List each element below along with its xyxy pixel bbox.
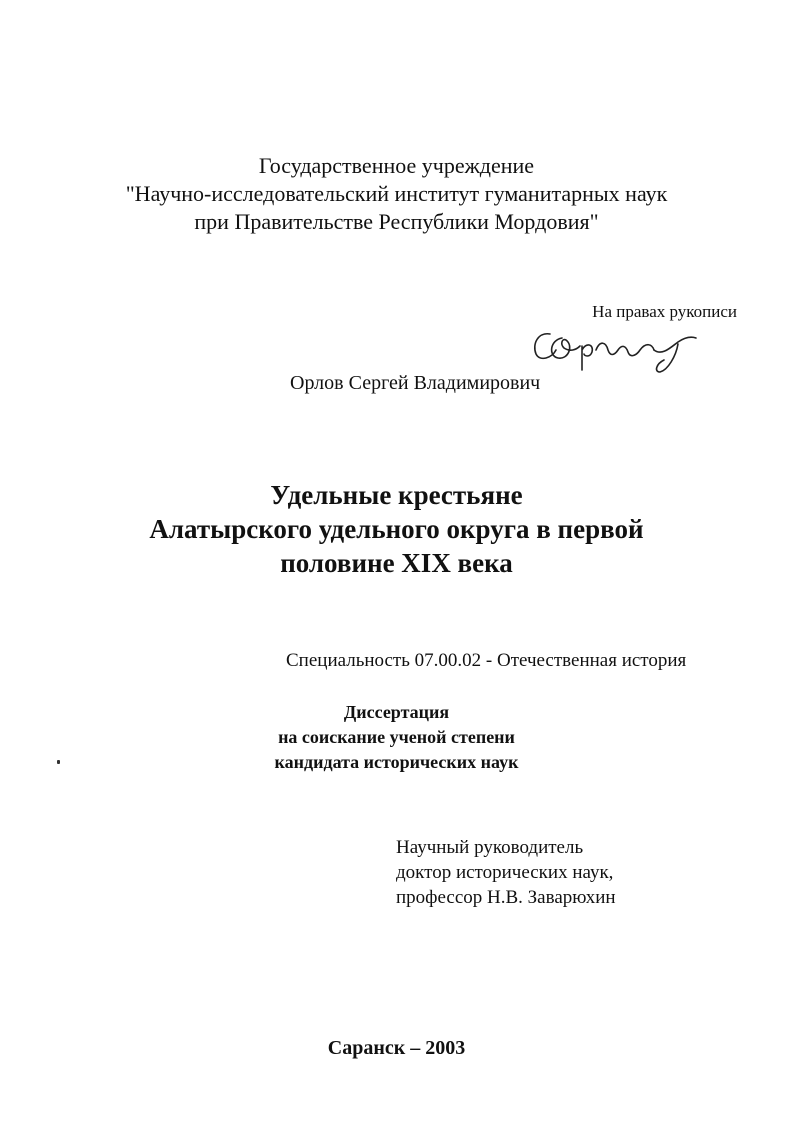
institution-line-3: при Правительстве Республики Мордовия" (194, 209, 599, 234)
institution-line-1: Государственное учреждение (258, 153, 535, 178)
handwritten-signature (528, 326, 708, 378)
city-year: Саранск – 2003 (327, 1037, 466, 1059)
manuscript-rights-note: На правах рукописи (592, 302, 737, 321)
institution-block (0, 152, 793, 236)
author-name: Орлов Сергей Владимирович (290, 372, 541, 394)
title-line-1: Удельные крестьяне (270, 480, 523, 510)
dissertation-line-2: на соискание ученой степени (278, 727, 515, 747)
dissertation-line-3: кандидата исторических наук (274, 752, 519, 772)
specialty-line: Специальность 07.00.02 - Отечественная история (286, 650, 687, 671)
dissertation-title (0, 478, 793, 580)
dissertation-line-1: Диссертация (343, 702, 450, 722)
supervisor-line-1: Научный руководитель (396, 837, 584, 858)
title-line-2: Алатырского удельного округа в первой (149, 514, 644, 544)
dissertation-block (0, 700, 793, 775)
supervisor-line-3: профессор Н.В. Заварюхин (396, 887, 616, 908)
scan-speck (57, 760, 60, 764)
supervisor-line-2: доктор исторических наук, (396, 862, 614, 883)
institution-line-2: "Научно-исследовательский институт гуманитарных наук (125, 181, 668, 206)
supervisor-block (396, 835, 616, 910)
title-line-3: половине XIX века (280, 548, 513, 578)
